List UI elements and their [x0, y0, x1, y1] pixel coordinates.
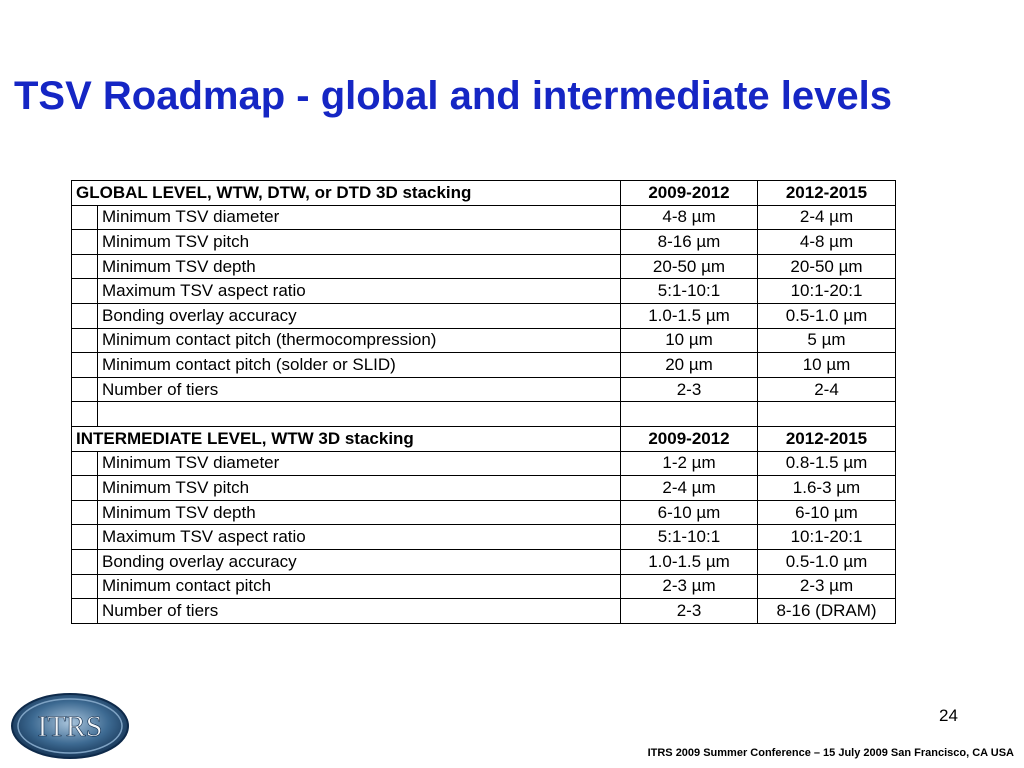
period-1-value: 2-3: [621, 599, 758, 624]
row-spacer-cell: [72, 549, 98, 574]
parameter-cell: Minimum TSV diameter: [98, 205, 621, 230]
period-1-value: 5:1-10:1: [621, 279, 758, 304]
table-row: [72, 549, 896, 574]
table-row: [72, 451, 896, 476]
table-row: [72, 279, 896, 304]
period-1-value: 1-2 µm: [621, 451, 758, 476]
period-1-value: 1.0-1.5 µm: [621, 549, 758, 574]
period-2-value: 2-3 µm: [758, 574, 896, 599]
parameter-cell: Minimum TSV pitch: [98, 230, 621, 255]
row-spacer-cell: [72, 230, 98, 255]
parameter-cell: Number of tiers: [98, 377, 621, 402]
global-period-2-header: 2012-2015: [758, 181, 896, 206]
parameter-cell: Number of tiers: [98, 599, 621, 624]
parameter-cell: Minimum TSV depth: [98, 500, 621, 525]
slide-title: TSV Roadmap - global and intermediate levels: [14, 74, 892, 118]
intermediate-header-row: [72, 426, 896, 451]
period-2-value: 10 µm: [758, 353, 896, 378]
period-1-value: 20-50 µm: [621, 254, 758, 279]
period-2-value: 0.8-1.5 µm: [758, 451, 896, 476]
table-row: [72, 303, 896, 328]
row-spacer-cell: [72, 353, 98, 378]
table-row: [72, 205, 896, 230]
parameter-cell: Minimum TSV diameter: [98, 451, 621, 476]
parameter-cell: Minimum contact pitch: [98, 574, 621, 599]
row-spacer-cell: [72, 254, 98, 279]
table-row: [72, 254, 896, 279]
period-2-value: 2-4 µm: [758, 205, 896, 230]
period-2-value: 20-50 µm: [758, 254, 896, 279]
itrs-logo: [9, 691, 131, 761]
table-row: [72, 353, 896, 378]
empty-cell: [621, 402, 758, 427]
row-spacer-cell: [72, 377, 98, 402]
parameter-cell: Minimum TSV pitch: [98, 476, 621, 501]
intermediate-period-1-header: 2009-2012: [621, 426, 758, 451]
row-spacer-cell: [72, 279, 98, 304]
table-row: [72, 377, 896, 402]
period-1-value: 2-3: [621, 377, 758, 402]
period-2-value: 2-4: [758, 377, 896, 402]
table-row: [72, 328, 896, 353]
global-header-row: [72, 181, 896, 206]
period-1-value: 8-16 µm: [621, 230, 758, 255]
row-spacer-cell: [72, 525, 98, 550]
parameter-cell: Bonding overlay accuracy: [98, 549, 621, 574]
row-spacer-cell: [72, 599, 98, 624]
period-1-value: 4-8 µm: [621, 205, 758, 230]
empty-separator-row: [72, 402, 896, 427]
itrs-logo-graphic: [9, 691, 131, 761]
row-spacer-cell: [72, 500, 98, 525]
period-2-value: 0.5-1.0 µm: [758, 549, 896, 574]
tsv-roadmap-table: [71, 180, 896, 624]
period-1-value: 1.0-1.5 µm: [621, 303, 758, 328]
table-row: [72, 599, 896, 624]
table-row: [72, 574, 896, 599]
empty-cell: [758, 402, 896, 427]
period-1-value: 10 µm: [621, 328, 758, 353]
row-spacer-cell: [72, 574, 98, 599]
period-2-value: 10:1-20:1: [758, 279, 896, 304]
global-section-heading: GLOBAL LEVEL, WTW, DTW, or DTD 3D stacking: [72, 181, 621, 206]
parameter-cell: Maximum TSV aspect ratio: [98, 279, 621, 304]
parameter-cell: Minimum TSV depth: [98, 254, 621, 279]
footer-text: ITRS 2009 Summer Conference – 15 July 2009 San Francisco, CA USA: [647, 747, 1014, 759]
period-2-value: 10:1-20:1: [758, 525, 896, 550]
table-row: [72, 476, 896, 501]
parameter-cell: Maximum TSV aspect ratio: [98, 525, 621, 550]
period-1-value: 6-10 µm: [621, 500, 758, 525]
parameter-cell: Minimum contact pitch (thermocompression): [98, 328, 621, 353]
table-row: [72, 525, 896, 550]
logo-text: ITRS: [37, 710, 103, 743]
period-2-value: 6-10 µm: [758, 500, 896, 525]
row-spacer-cell: [72, 303, 98, 328]
table-row: [72, 500, 896, 525]
row-spacer-cell: [72, 476, 98, 501]
period-2-value: 1.6-3 µm: [758, 476, 896, 501]
period-2-value: 8-16 (DRAM): [758, 599, 896, 624]
row-spacer-cell: [72, 451, 98, 476]
intermediate-period-2-header: 2012-2015: [758, 426, 896, 451]
period-1-value: 2-3 µm: [621, 574, 758, 599]
period-1-value: 20 µm: [621, 353, 758, 378]
row-spacer-cell: [72, 205, 98, 230]
intermediate-section-heading: INTERMEDIATE LEVEL, WTW 3D stacking: [72, 426, 621, 451]
page-number: 24: [939, 706, 958, 725]
parameter-cell: Bonding overlay accuracy: [98, 303, 621, 328]
global-period-1-header: 2009-2012: [621, 181, 758, 206]
period-1-value: 2-4 µm: [621, 476, 758, 501]
table-row: [72, 230, 896, 255]
empty-cell: [98, 402, 621, 427]
empty-cell: [72, 402, 98, 427]
period-1-value: 5:1-10:1: [621, 525, 758, 550]
parameter-cell: Minimum contact pitch (solder or SLID): [98, 353, 621, 378]
period-2-value: 4-8 µm: [758, 230, 896, 255]
period-2-value: 0.5-1.0 µm: [758, 303, 896, 328]
row-spacer-cell: [72, 328, 98, 353]
period-2-value: 5 µm: [758, 328, 896, 353]
